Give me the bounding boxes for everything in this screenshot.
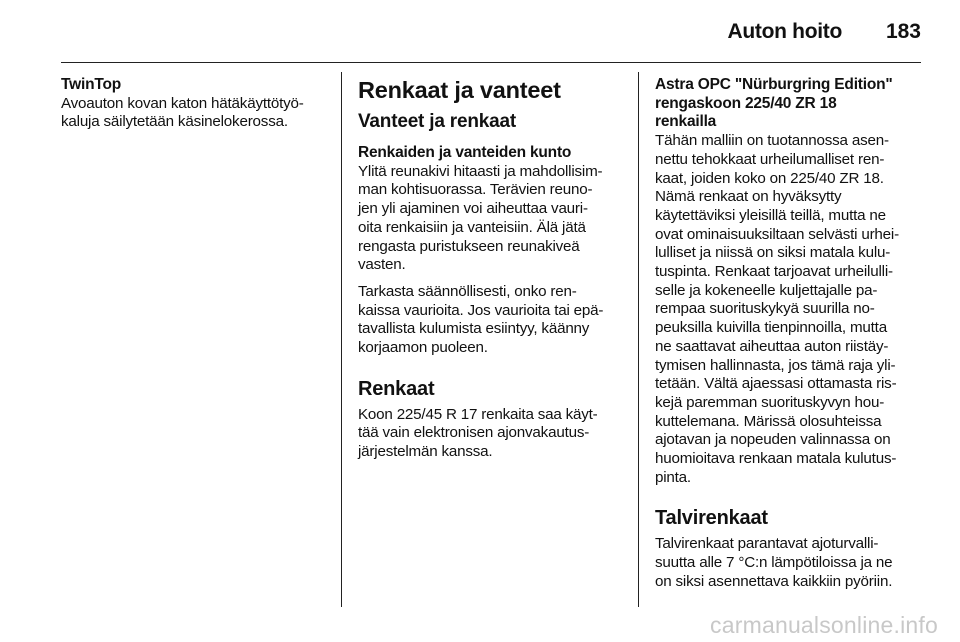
opc-heading-line: renkailla <box>655 113 717 131</box>
text-line: tää vain elektronisen ajonvakautus- <box>358 424 590 442</box>
column-2 <box>358 76 603 462</box>
text-line: ne saattavat aiheuttaa auton riistäy- <box>655 337 889 355</box>
text-line: Koon 225/45 R 17 renkaita saa käyt- <box>358 405 598 423</box>
text-line: tetään. Vältä ajaessasi ottamasta ris- <box>655 375 897 393</box>
text-line: suutta alle 7 °C:n lämpötiloissa ja ne <box>655 554 893 572</box>
section-title: Renkaat ja vanteet <box>358 77 561 103</box>
text-line: huomioitava renkaan matala kulutus- <box>655 450 897 468</box>
column-1 <box>61 76 304 132</box>
text-line: nettu tehokkaat urheilumalliset ren- <box>655 150 885 168</box>
page-header <box>0 0 960 62</box>
text-line: selle ja kokeneelle kuljettajalle pa- <box>655 281 878 299</box>
tyres-heading: Renkaat <box>358 377 435 400</box>
watermark: carmanualsonline.info <box>710 612 938 638</box>
twintop-heading: TwinTop <box>61 76 122 93</box>
text-line: peuksilla kuivilla tienpinnoilla, mutta <box>655 319 887 337</box>
text-line: vasten. <box>358 256 406 274</box>
text-line: Talvirenkaat parantavat ajoturvalli- <box>655 535 879 553</box>
condition-heading: Renkaiden ja vanteiden kunto <box>358 144 572 161</box>
text-line: kaat, joiden koko on 225/40 ZR 18. <box>655 169 884 187</box>
column-divider-2 <box>638 72 639 607</box>
text-line: Tähän malliin on tuotannossa asen- <box>655 132 889 150</box>
text-line: järjestelmän kanssa. <box>358 443 493 461</box>
text-line: korjaamon puoleen. <box>358 339 488 357</box>
text-line: rempaa suorituskykyä suurilla no- <box>655 300 875 318</box>
text-line: ajotavan ja nopeuden valinnassa on <box>655 431 891 449</box>
header-divider <box>61 62 921 63</box>
text-line: tuspinta. Renkaat tarjoavat urheilulli- <box>655 263 893 281</box>
text-line: jen yli ajaminen voi aiheuttaa vauri- <box>358 200 588 218</box>
text-line: Ylitä reunakivi hitaasti ja mahdollisim- <box>358 162 603 180</box>
text-line: Avoauton kovan katon hätäkäyttötyö- <box>61 94 304 112</box>
text-line: kuttelemana. Märissä olosuhteissa <box>655 412 882 430</box>
winter-tyres-heading: Talvirenkaat <box>655 507 768 530</box>
text-line: Nämä renkaat on hyväksytty <box>655 188 842 206</box>
text-line: on siksi asennettava kaikkiin pyöriin. <box>655 572 893 590</box>
text-line: lulliset ja niissä on siksi matala kulu- <box>655 244 891 262</box>
text-line: oita renkaisiin ja vanteisiin. Älä jätä <box>358 218 586 236</box>
text-line: kejä paremman suorituskyvyn hou- <box>655 393 885 411</box>
text-line: kaissa vaurioita. Jos vaurioita tai epä- <box>358 301 604 319</box>
page-number: 183 <box>885 20 921 43</box>
text-line: Tarkasta säännöllisesti, onko ren- <box>358 282 577 300</box>
text-line: pinta. <box>655 468 691 486</box>
text-line: man kohtisuorassa. Terävien reuno- <box>358 181 593 199</box>
opc-heading-line: rengaskoon 225/40 ZR 18 <box>655 94 837 112</box>
text-line: tymisen hallinnasta, jos tämä raja yli- <box>655 356 896 374</box>
column-3 <box>655 76 899 592</box>
column-divider-1 <box>341 72 342 607</box>
text-line: käytettäviksi yleisillä teillä, mutta ne <box>655 206 886 224</box>
subsection-title: Vanteet ja renkaat <box>358 111 516 132</box>
text-line: tavallista kulumista esiintyy, käänny <box>358 320 590 338</box>
text-line: rengasta puristukseen reunakiveä <box>358 237 580 255</box>
text-line: ovat ominaisuuksiltaan selvästi urhei- <box>655 225 899 243</box>
text-line: kaluja säilytetään käsinelokerossa. <box>61 113 288 131</box>
chapter-title: Auton hoito <box>727 20 842 43</box>
opc-heading-line: Astra OPC "Nürburgring Edition" <box>655 76 893 93</box>
